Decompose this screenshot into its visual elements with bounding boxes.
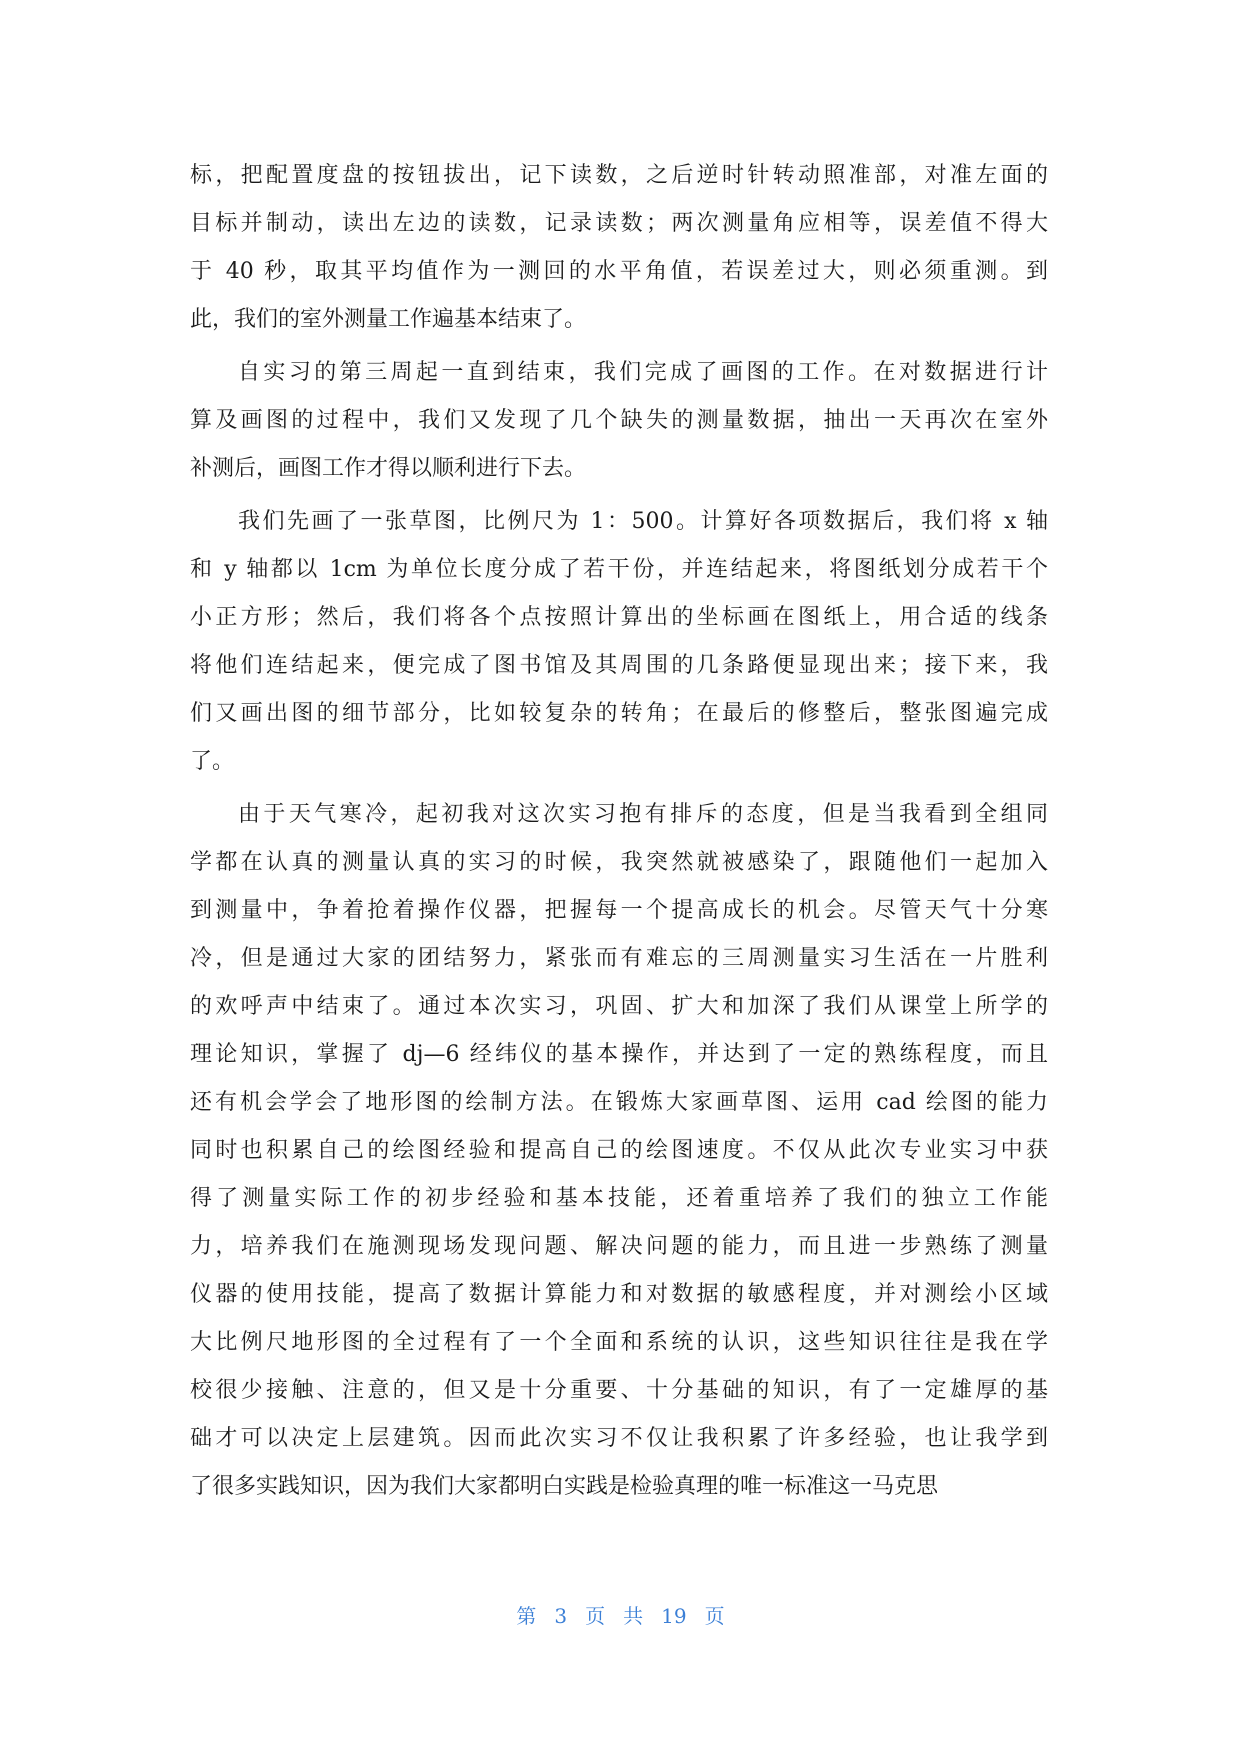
paragraph-line: 得了测量实际工作的初步经验和基本技能，还着重培养了我们的独立工作能 [190, 1186, 1048, 1211]
paragraph-line: 将他们连结起来，便完成了图书馆及其周围的几条路便显现出来；接下来，我 [190, 653, 1048, 678]
paragraph-line: 仪器的使用技能，提高了数据计算能力和对数据的敏感程度，并对测绘小区域 [190, 1282, 1048, 1307]
page-footer [0, 1600, 1241, 1629]
paragraph-line: 标，把配置度盘的按钮拔出，记下读数，之后逆时针转动照准部，对准左面的 [190, 163, 1048, 188]
footer-total-word: 共 [623, 1604, 644, 1628]
paragraph [190, 498, 1048, 786]
paragraph-line: 础才可以决定上层建筑。因而此次实习不仅让我积累了许多经验，也让我学到 [190, 1426, 1048, 1451]
paragraph-line: 目标并制动，读出左边的读数，记录读数；两次测量角应相等，误差值不得大 [190, 211, 1048, 236]
paragraph-line: 此，我们的室外测量工作遍基本结束了。 [190, 307, 587, 332]
paragraph [190, 349, 1048, 493]
paragraph-line: 我们先画了一张草图，比例尺为 1：500。计算好各项数据后，我们将 x 轴 [238, 509, 1048, 534]
paragraph [190, 791, 1048, 1511]
current-page-number: 3 [554, 1604, 568, 1628]
paragraph-line: 理论知识，掌握了 dj—6 经纬仪的基本操作，并达到了一定的熟练程度，而且 [190, 1042, 1048, 1067]
footer-page-word-2: 页 [704, 1604, 725, 1628]
paragraph-line: 和 y 轴都以 1cm 为单位长度分成了若干份，并连结起来，将图纸划分成若干个 [190, 557, 1048, 582]
paragraph-line: 大比例尺地形图的全过程有了一个全面和系统的认识，这些知识往往是我在学 [190, 1330, 1048, 1355]
paragraph-line: 算及画图的过程中，我们又发现了几个缺失的测量数据，抽出一天再次在室外 [190, 408, 1048, 433]
paragraph-line: 了很多实践知识，因为我们大家都明白实践是检验真理的唯一标准这一马克思 [190, 1474, 939, 1499]
paragraph-line: 补测后，画图工作才得以顺利进行下去。 [190, 456, 587, 481]
paragraph-line: 力，培养我们在施测现场发现问题、解决问题的能力，而且进一步熟练了测量 [190, 1234, 1048, 1259]
paragraph-line: 们又画出图的细节部分，比如较复杂的转角；在最后的修整后，整张图遍完成 [190, 701, 1048, 726]
paragraph-line: 冷，但是通过大家的团结努力，紧张而有难忘的三周测量实习生活在一片胜利 [190, 946, 1048, 971]
footer-page-word: 页 [585, 1604, 606, 1628]
paragraph-line: 到测量中，争着抢着操作仪器，把握每一个提高成长的机会。尽管天气十分寒 [190, 898, 1048, 923]
paragraph-line: 于 40 秒，取其平均值作为一测回的水平角值，若误差过大，则必须重测。到 [190, 259, 1048, 284]
paragraph-line: 由于天气寒冷，起初我对这次实习抱有排斥的态度，但是当我看到全组同 [238, 802, 1048, 827]
total-page-count: 19 [661, 1604, 687, 1628]
paragraph-line: 小正方形；然后，我们将各个点按照计算出的坐标画在图纸上，用合适的线条 [190, 605, 1048, 630]
paragraph-line: 了。 [190, 749, 235, 774]
paragraph-line: 的欢呼声中结束了。通过本次实习，巩固、扩大和加深了我们从课堂上所学的 [190, 994, 1048, 1019]
paragraph-line: 学都在认真的测量认真的实习的时候，我突然就被感染了，跟随他们一起加入 [190, 850, 1048, 875]
paragraph [190, 152, 1048, 344]
paragraph-line: 自实习的第三周起一直到结束，我们完成了画图的工作。在对数据进行计 [238, 360, 1048, 385]
paragraph-line: 还有机会学会了地形图的绘制方法。在锻炼大家画草图、运用 cad 绘图的能力 [190, 1090, 1048, 1115]
paragraph-line: 同时也积累自己的绘图经验和提高自己的绘图速度。不仅从此次专业实习中获 [190, 1138, 1048, 1163]
paragraph-line: 校很少接触、注意的，但又是十分重要、十分基础的知识，有了一定雄厚的基 [190, 1378, 1048, 1403]
footer-prefix: 第 [516, 1604, 537, 1628]
document-body [190, 152, 1048, 1511]
